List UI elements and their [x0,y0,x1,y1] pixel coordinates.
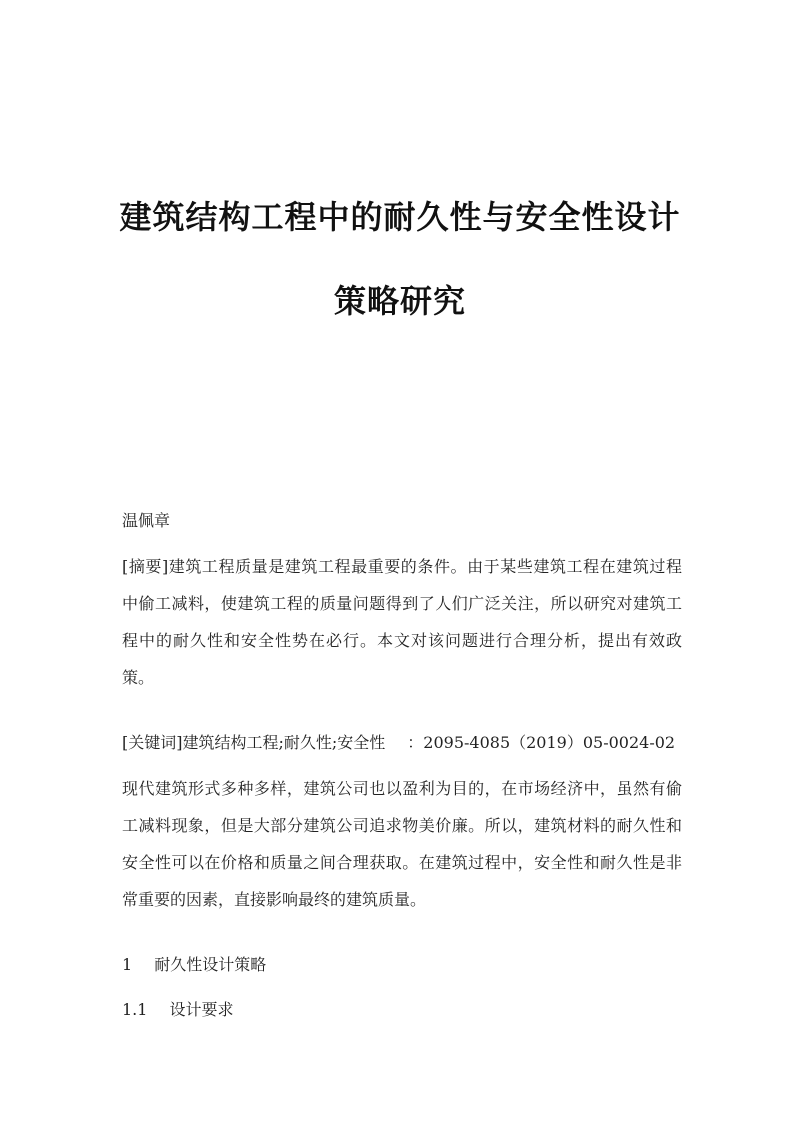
abstract-line: 中偷工减料，使建筑工程的质量问题得到了人们广泛关注，所以研究对建筑工 [122,594,682,613]
keywords-line [122,730,682,753]
body-line: 安全性可以在价格和质量之间合理获取。在建筑过程中，安全性和耐久性是非 [122,853,682,872]
article-code: ：2095-4085（2019）05-0024-02 [407,733,676,752]
section-heading-1-1 [122,997,682,1020]
body-paragraph [122,770,682,918]
subsection-number: 1.1 [122,1000,148,1019]
section-number: 1 [122,955,133,974]
abstract-line: 策。 [122,668,155,687]
body-line: 常重要的因素，直接影响最终的建筑质量。 [122,890,427,909]
page-title-line-1: 建筑结构工程中的耐久性与安全性设计 [119,198,681,236]
body-line: 工减料现象，但是大部分建筑公司追求物美价廉。所以，建筑材料的耐久性和 [122,816,682,835]
abstract-line: 程中的耐久性和安全性势在必行。本文对该问题进行合理分析，提出有效政 [122,631,682,650]
page-title-line-2: 策略研究 [333,282,466,320]
keywords-terms: [关键词]建筑结构工程;耐久性;安全性 [122,733,386,752]
section-heading-1 [122,952,682,975]
abstract-line: [摘要]建筑工程质量是建筑工程最重要的条件。由于某些建筑工程在建筑过程 [122,557,682,576]
abstract-paragraph [122,548,682,696]
body-line: 现代建筑形式多种多样，建筑公司也以盈利为目的，在市场经济中，虽然有偷 [122,779,682,798]
section-title: 耐久性设计策略 [154,955,267,974]
author-name: 温佩章 [122,511,171,530]
subsection-title: 设计要求 [169,1000,234,1019]
